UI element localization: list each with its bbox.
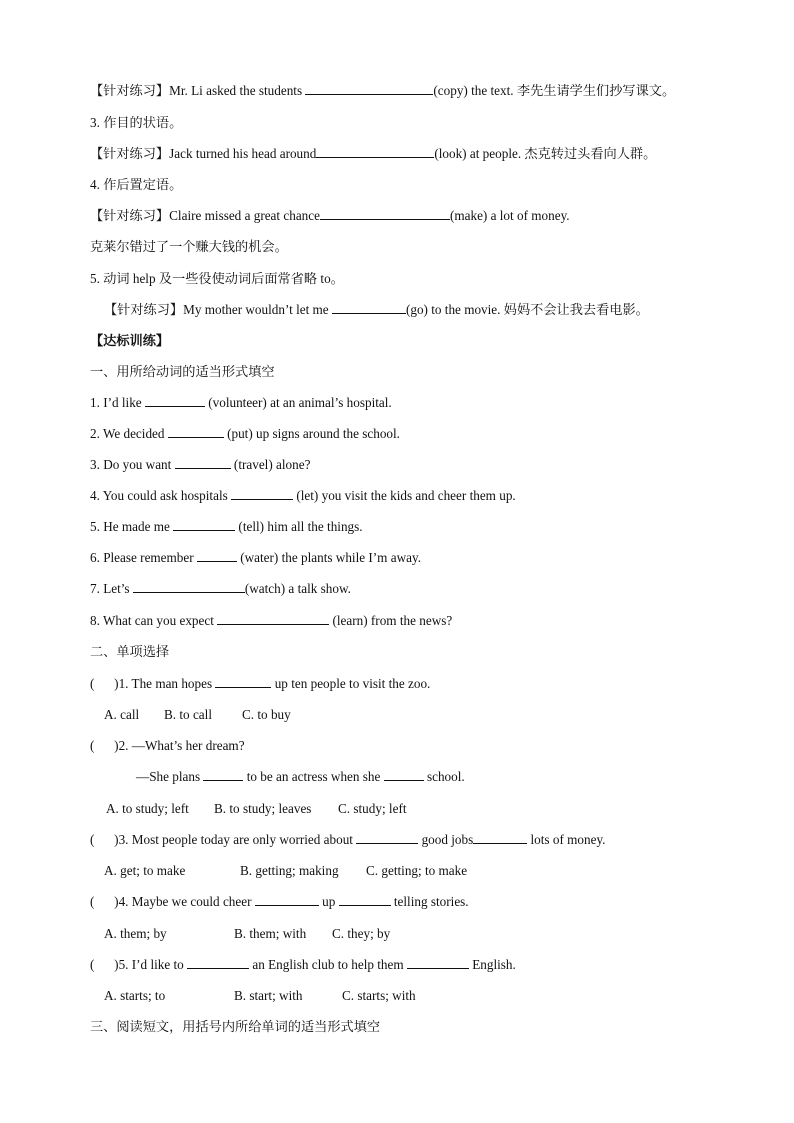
question-text-pre: 3. Most people today are only worried about <box>118 832 357 847</box>
option-c[interactable]: C. to buy <box>242 707 291 722</box>
mc-question-4 <box>90 893 469 911</box>
answer-blank <box>339 893 391 906</box>
fill-text-post: (put) up signs around the school. <box>223 426 400 441</box>
answer-blank <box>215 675 271 688</box>
mc-question-5 <box>90 956 516 974</box>
mc-question-1 <box>90 675 430 693</box>
question-text: 2. —What’s her dream? <box>118 738 245 753</box>
section-heading-training: 【达标训练】 <box>90 333 170 348</box>
option-b[interactable]: B. start; with <box>234 988 303 1003</box>
answer-blank <box>384 768 424 781</box>
practice-text-post: (make) a lot of money. <box>449 208 570 223</box>
answer-blank[interactable] <box>305 82 433 95</box>
answer-blank <box>187 956 249 969</box>
option-c[interactable]: C. study; left <box>338 801 407 816</box>
fill-item-6 <box>90 549 421 567</box>
option-a[interactable]: A. starts; to <box>104 988 166 1003</box>
option-a[interactable]: A. get; to make <box>104 863 186 878</box>
question-text-pre: 5. I’d like to <box>118 957 188 972</box>
question-text-mid: good jobs <box>418 832 474 847</box>
answer-paren[interactable]: ( ) <box>90 676 119 691</box>
fill-item-2 <box>90 425 400 443</box>
practice-text-pre: Mr. Li asked the students <box>169 83 306 98</box>
answer-blank[interactable] <box>217 612 329 625</box>
question-text-pre: —She plans <box>136 769 204 784</box>
part-3-title: 三、阅读短文，用括号内所给单词的适当形式填空 <box>90 1019 381 1034</box>
mc-question-2-line-2 <box>136 768 465 786</box>
practice-tag: 【针对练习】 <box>90 208 170 223</box>
answer-blank[interactable] <box>197 549 237 562</box>
mc-options-2 <box>106 800 407 818</box>
answer-blank <box>407 956 469 969</box>
fill-item-8 <box>90 612 452 630</box>
answer-blank[interactable] <box>133 580 245 593</box>
question-text-post: English. <box>468 957 516 972</box>
option-b[interactable]: B. to study; leaves <box>214 801 312 816</box>
mc-options-5 <box>104 987 416 1005</box>
option-a[interactable]: A. call <box>104 707 140 722</box>
fill-text-pre: 7. Let’s <box>90 581 133 596</box>
practice-text-post: (go) to the movie. 妈妈不会让我去看电影。 <box>405 302 649 317</box>
question-text-mid: to be an actress when she <box>243 769 384 784</box>
answer-blank[interactable] <box>173 518 235 531</box>
fill-text-post: (tell) him all the things. <box>235 519 363 534</box>
question-text-post: telling stories. <box>390 894 469 909</box>
practice-text-pre: Jack turned his head around <box>169 146 317 161</box>
option-b[interactable]: B. to call <box>164 707 212 722</box>
option-b[interactable]: B. getting; making <box>240 863 339 878</box>
answer-paren[interactable]: ( ) <box>90 832 119 847</box>
fill-item-3 <box>90 456 310 474</box>
point-3: 3. 作目的状语。 <box>90 115 183 130</box>
question-text-pre: 4. Maybe we could cheer <box>118 894 255 909</box>
fill-item-4 <box>90 487 516 505</box>
fill-text-pre: 8. What can you expect <box>90 613 218 628</box>
fill-text-post: (let) you visit the kids and cheer them up. <box>293 488 516 503</box>
point-4: 4. 作后置定语。 <box>90 177 183 192</box>
practice-text-post: (look) at people. 杰克转过头看向人群。 <box>434 146 657 161</box>
mc-question-3 <box>90 831 605 849</box>
practice-translation: 克莱尔错过了一个赚大钱的机会。 <box>90 239 288 254</box>
answer-blank[interactable] <box>316 145 434 158</box>
answer-blank <box>356 831 418 844</box>
practice-line-4 <box>104 301 649 319</box>
answer-paren[interactable]: ( ) <box>90 894 119 909</box>
answer-blank[interactable] <box>332 301 406 314</box>
option-c[interactable]: C. starts; with <box>342 988 416 1003</box>
fill-text-post: (watch) a talk show. <box>244 581 351 596</box>
question-text-pre: 1. The man hopes <box>118 676 216 691</box>
option-a[interactable]: A. to study; left <box>106 801 189 816</box>
practice-line-3 <box>90 207 570 225</box>
part-2-title: 二、单项选择 <box>90 644 170 659</box>
fill-item-7 <box>90 580 351 598</box>
fill-text-post: (volunteer) at an animal’s hospital. <box>204 395 392 410</box>
fill-text-pre: 5. He made me <box>90 519 174 534</box>
question-text-post: lots of money. <box>527 832 606 847</box>
answer-paren[interactable]: ( ) <box>90 738 119 753</box>
answer-blank[interactable] <box>145 394 205 407</box>
fill-text-post: (travel) alone? <box>230 457 311 472</box>
fill-text-pre: 3. Do you want <box>90 457 175 472</box>
mc-options-1 <box>104 706 291 724</box>
option-a[interactable]: A. them; by <box>104 926 167 941</box>
fill-item-5 <box>90 518 363 536</box>
fill-text-pre: 2. We decided <box>90 426 168 441</box>
point-5: 5. 动词 help 及一些役使动词后面常省略 to。 <box>90 271 344 286</box>
answer-blank[interactable] <box>231 487 293 500</box>
practice-line-1 <box>90 82 675 100</box>
practice-tag: 【针对练习】 <box>90 146 170 161</box>
question-text-post: up ten people to visit the zoo. <box>271 676 431 691</box>
part-1-title: 一、用所给动词的适当形式填空 <box>90 364 275 379</box>
answer-blank <box>255 893 319 906</box>
answer-blank[interactable] <box>175 456 231 469</box>
answer-blank[interactable] <box>320 207 450 220</box>
practice-line-2 <box>90 145 656 163</box>
practice-tag: 【针对练习】 <box>104 302 184 317</box>
question-text-mid: an English club to help them <box>249 957 407 972</box>
answer-paren[interactable]: ( ) <box>90 957 119 972</box>
answer-blank[interactable] <box>168 425 224 438</box>
fill-text-post: (water) the plants while I’m away. <box>236 550 422 565</box>
answer-blank <box>203 768 243 781</box>
mc-options-3 <box>104 862 467 880</box>
mc-options-4 <box>104 925 390 943</box>
fill-item-1 <box>90 394 392 412</box>
fill-text-pre: 1. I’d like <box>90 395 145 410</box>
practice-text-pre: My mother wouldn’t let me <box>183 302 332 317</box>
question-text-post: school. <box>423 769 465 784</box>
option-c[interactable]: C. getting; to make <box>366 863 468 878</box>
question-text-mid: up <box>318 894 339 909</box>
fill-text-post: (learn) from the news? <box>329 613 453 628</box>
practice-text-pre: Claire missed a great chance <box>169 208 320 223</box>
practice-text-post: (copy) the text. 李先生请学生们抄写课文。 <box>433 83 676 98</box>
practice-tag: 【针对练习】 <box>90 83 170 98</box>
option-b[interactable]: B. them; with <box>234 926 307 941</box>
mc-question-2 <box>90 737 245 755</box>
option-c[interactable]: C. they; by <box>332 926 391 941</box>
fill-text-pre: 4. You could ask hospitals <box>90 488 232 503</box>
answer-blank <box>473 831 527 844</box>
fill-text-pre: 6. Please remember <box>90 550 197 565</box>
